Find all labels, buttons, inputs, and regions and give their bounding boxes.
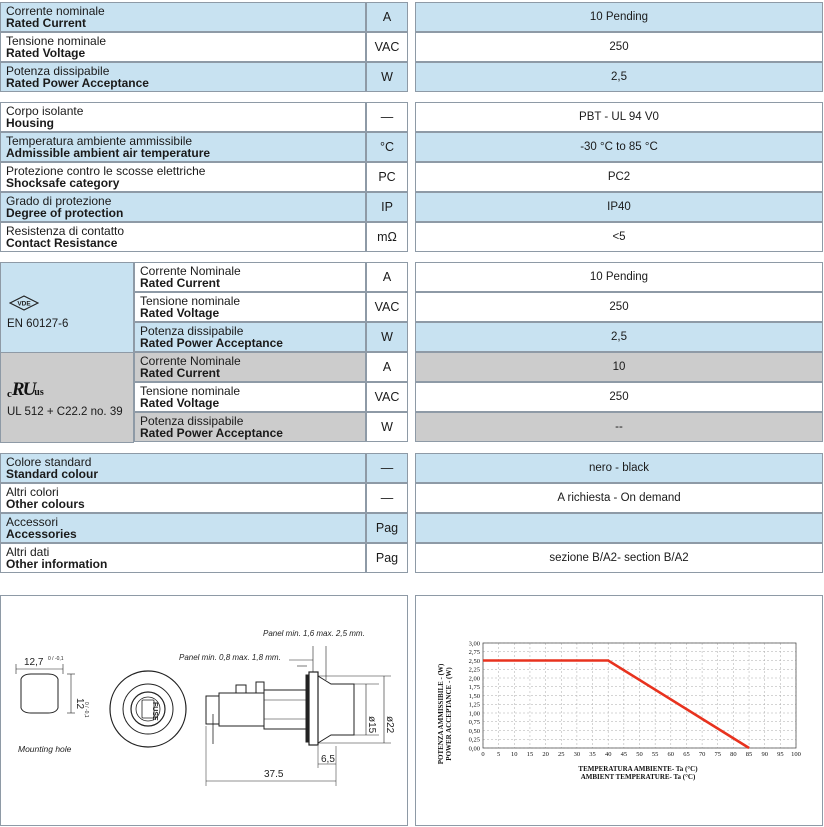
y-tick-label: 0,00 — [468, 745, 480, 753]
y-tick-label: 2,00 — [468, 675, 480, 683]
x-tick-label: 0 — [481, 751, 485, 758]
row-label-en: Shocksafe category — [6, 176, 120, 190]
row-value: PC2 — [415, 162, 823, 192]
derating-chart-panel — [415, 595, 823, 826]
row-value: 10 Pending — [415, 262, 823, 292]
chart-ticks — [469, 640, 801, 758]
length-total-label: 37.5 — [264, 769, 284, 780]
row-label-it: Grado di protezione — [6, 194, 112, 208]
row-value: sezione B/A2- section B/A2 — [415, 543, 823, 573]
x-tick-label: 100 — [791, 751, 801, 758]
x-axis-label-en: AMBIENT TEMPERATURE- Ta (°C) — [580, 773, 696, 781]
x-tick-label: 90 — [761, 751, 768, 758]
table-row — [0, 352, 824, 382]
dia22-label: ø22 — [384, 716, 395, 734]
certifications-table — [0, 262, 824, 443]
row-label-en: Contact Resistance — [6, 236, 118, 250]
flange-length-label: 6,5 — [321, 754, 335, 765]
row-unit: VAC — [366, 292, 408, 322]
x-tick-label: 25 — [558, 751, 565, 758]
x-tick-label: 20 — [542, 751, 549, 758]
x-tick-label: 30 — [573, 751, 581, 758]
row-value: -30 °C to 85 °C — [415, 132, 823, 162]
row-label-it: Potenza dissipabile — [6, 64, 110, 78]
row-label-it: Altri dati — [6, 545, 50, 559]
vde-logo-text: VDE — [17, 300, 31, 308]
row-unit: A — [366, 2, 408, 32]
row-label-it: Corrente Nominale — [140, 354, 241, 368]
table-row — [0, 32, 824, 62]
row-label-it: Protezione contro le scosse elettriche — [6, 164, 206, 178]
x-tick-label: 85 — [745, 751, 753, 758]
row-value: 250 — [415, 382, 823, 412]
row-label-en: Other colours — [6, 497, 85, 511]
row-label-en: Rated Power Acceptance — [140, 336, 283, 350]
x-tick-label: 35 — [589, 751, 596, 758]
mounting-hole-drawing — [16, 664, 75, 713]
front-view-drawing — [110, 671, 186, 747]
x-tick-label: 60 — [667, 751, 675, 758]
x-tick-label: 95 — [777, 751, 784, 758]
table-row — [0, 483, 824, 513]
table-row — [0, 62, 824, 92]
mounting-width-dim: 12,7 — [24, 657, 44, 668]
row-label-en: Rated Current — [140, 276, 221, 290]
y-tick-label: 1,25 — [468, 701, 480, 709]
table-row — [0, 262, 824, 292]
row-label-it: Tensione nominale — [6, 34, 107, 48]
mounting-height-tol: 0 / -0,1 — [83, 702, 89, 718]
row-value: 10 Pending — [415, 2, 823, 32]
row-label-it: Corrente Nominale — [140, 264, 241, 278]
row-unit: VAC — [366, 32, 408, 62]
dia15-label: ø15 — [366, 716, 377, 734]
table-row — [0, 292, 824, 322]
row-label-it: Corpo isolante — [6, 104, 84, 118]
y-tick-label: 3,00 — [468, 640, 480, 648]
y-tick-label: 0,25 — [468, 736, 480, 744]
row-value: IP40 — [415, 192, 823, 222]
x-tick-label: 10 — [511, 751, 518, 758]
ul-standard: UL 512 + C22.2 no. 39 — [7, 406, 123, 418]
y-tick-label: 1,50 — [468, 692, 480, 700]
row-label-it: Potenza dissipabile — [140, 324, 244, 338]
row-value: A richiesta - On demand — [415, 483, 823, 513]
panel-min-label: Panel min. 0,8 max. 1,8 mm. — [179, 653, 281, 662]
panel-max-label: Panel min. 1,6 max. 2,5 mm. — [263, 629, 365, 638]
row-label-en: Rated Power Acceptance — [140, 426, 283, 440]
x-tick-label: 70 — [698, 751, 706, 758]
mounting-height-dim: 12 — [74, 698, 85, 710]
technical-drawing — [1, 596, 407, 825]
row-label-en: Rated Current — [140, 366, 221, 380]
table-row — [0, 132, 824, 162]
row-unit: — — [366, 453, 408, 483]
row-label-en: Rated Current — [6, 16, 87, 30]
row-label-it: Tensione nominale — [140, 384, 241, 398]
y-tick-label: 0,75 — [468, 719, 480, 727]
row-unit: IP — [366, 192, 408, 222]
row-label-en: Housing — [6, 116, 54, 130]
row-label-en: Rated Voltage — [140, 396, 220, 410]
row-unit: PC — [366, 162, 408, 192]
row-unit: W — [366, 412, 408, 442]
row-unit: Pag — [366, 513, 408, 543]
row-label-en: Rated Power Acceptance — [6, 76, 149, 90]
row-label-it: Colore standard — [6, 455, 92, 469]
x-tick-label: 45 — [620, 751, 628, 758]
x-tick-label: 50 — [636, 751, 643, 758]
row-unit: W — [366, 322, 408, 352]
table-row — [0, 102, 824, 132]
mounting-hole-label: Mounting hole — [18, 744, 72, 754]
row-value: 10 — [415, 352, 823, 382]
row-value: 250 — [415, 32, 823, 62]
table-row — [0, 412, 824, 442]
table-row — [0, 453, 824, 483]
row-label-en: Accessories — [6, 527, 77, 541]
row-value: PBT - UL 94 V0 — [415, 102, 823, 132]
row-label-it: Potenza dissipabile — [140, 414, 244, 428]
row-unit: — — [366, 483, 408, 513]
technical-drawing-panel — [0, 595, 408, 826]
table-row — [0, 382, 824, 412]
x-tick-label: 80 — [730, 751, 737, 758]
row-unit: A — [366, 352, 408, 382]
row-unit: VAC — [366, 382, 408, 412]
general-table — [0, 102, 824, 253]
row-unit: — — [366, 102, 408, 132]
row-label-en: Admissible ambient air temperature — [6, 146, 211, 160]
ul-logo-icon: cRUus — [7, 379, 44, 400]
y-tick-label: 2,25 — [468, 666, 480, 674]
row-label-en: Standard colour — [6, 467, 99, 481]
y-tick-label: 1,00 — [468, 710, 480, 718]
row-label-it: Corrente nominale — [6, 4, 105, 18]
table-row — [0, 222, 824, 252]
x-axis-label-it: TEMPERATURA AMBIENTE- Ta (°C) — [578, 765, 698, 773]
misc-table — [0, 453, 824, 574]
row-unit: Pag — [366, 543, 408, 573]
x-tick-label: 15 — [526, 751, 534, 758]
y-tick-label: 2,75 — [468, 649, 480, 657]
x-tick-label: 55 — [651, 751, 659, 758]
row-unit: W — [366, 62, 408, 92]
row-unit: mΩ — [366, 222, 408, 252]
row-value: 2,5 — [415, 62, 823, 92]
table-row — [0, 513, 824, 543]
row-label-it: Temperatura ambiente ammissibile — [6, 134, 193, 148]
row-label-en: Degree of protection — [6, 206, 124, 220]
y-tick-label: 0,50 — [468, 727, 480, 735]
row-value: 250 — [415, 292, 823, 322]
row-label-it: Altri colori — [6, 485, 59, 499]
y-axis-label-en: POWER ACCEPTANCE - (W) — [445, 667, 453, 761]
row-label-en: Other information — [6, 557, 108, 571]
table-row — [0, 543, 824, 573]
x-tick-label: 40 — [604, 751, 612, 758]
chart-grid — [483, 643, 796, 748]
derating-chart — [416, 596, 822, 825]
side-view-drawing — [206, 646, 391, 786]
row-unit: °C — [366, 132, 408, 162]
y-axis-label-it: POTENZA AMMISSIBILE - (W) — [437, 663, 445, 765]
table-row — [0, 192, 824, 222]
table-row — [0, 2, 824, 32]
x-tick-label: 75 — [714, 751, 721, 758]
table-row — [0, 162, 824, 192]
y-tick-label: 1,75 — [468, 684, 480, 692]
row-value: nero - black — [415, 453, 823, 483]
row-value: <5 — [415, 222, 823, 252]
row-value: -- — [415, 412, 823, 442]
vde-standard: EN 60127-6 — [7, 318, 69, 330]
fuse-label: FUSE — [151, 702, 158, 721]
y-tick-label: 2,50 — [468, 657, 480, 665]
table-row — [0, 322, 824, 352]
row-label-it: Tensione nominale — [140, 294, 241, 308]
row-unit: A — [366, 262, 408, 292]
row-label-en: Rated Voltage — [140, 306, 220, 320]
row-label-it: Accessori — [6, 515, 59, 529]
row-label-en: Rated Voltage — [6, 46, 86, 60]
electrical-table — [0, 2, 824, 93]
x-tick-label: 5 — [497, 751, 501, 758]
row-value: 2,5 — [415, 322, 823, 352]
x-tick-label: 65 — [683, 751, 690, 758]
mounting-width-tol: 0 / -0,1 — [48, 656, 64, 662]
row-label-it: Resistenza di contatto — [6, 224, 125, 238]
row-value — [415, 513, 823, 543]
